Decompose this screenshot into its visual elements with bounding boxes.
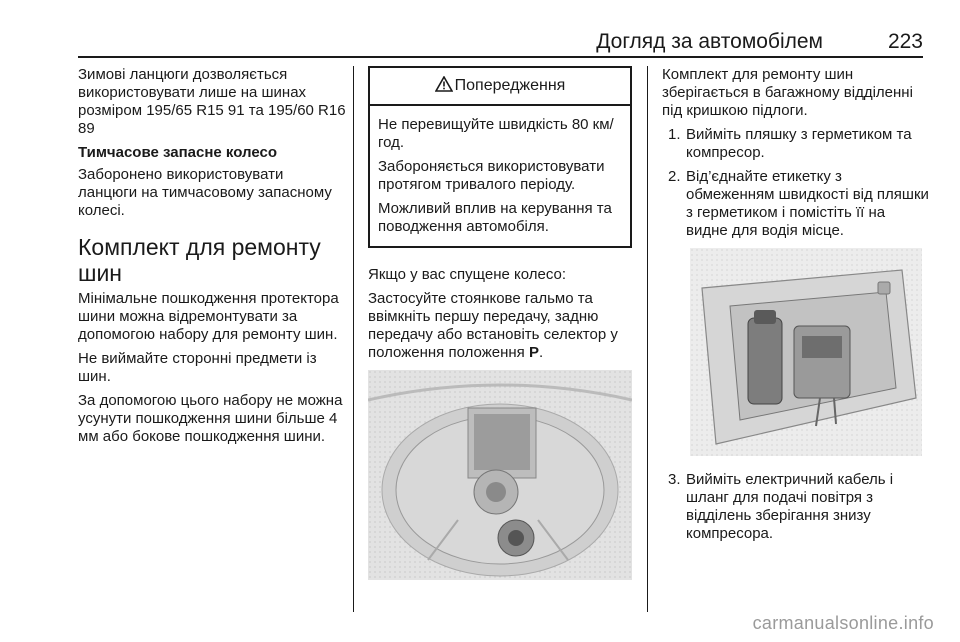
paragraph: Якщо у вас спущене колесо:: [368, 266, 567, 283]
steps-list-b: [662, 471, 930, 543]
section-heading: Комплект для ремонту шин: [78, 234, 321, 286]
paragraph: Зимові ланцюги дозволяється використовувати лише на шинах розміром 195/65 R15 91 та 195/60 R16 89: [78, 66, 346, 137]
paragraph: [368, 290, 632, 362]
warning-body: [370, 106, 630, 246]
figure-trunk-floor: [368, 370, 632, 585]
list-item: [662, 126, 930, 162]
column-divider-2: [647, 66, 648, 612]
page-number: 223: [887, 30, 923, 53]
warning-header: [370, 68, 630, 106]
column-divider-1: [353, 66, 354, 612]
list-item: [662, 471, 930, 543]
list-item: [662, 168, 930, 240]
page-header: [78, 26, 923, 56]
paragraph: Комплект для ремонту шин зберігається в багажному відділенні під кришкою підлоги.: [662, 66, 913, 119]
page-title: Догляд за автомобілем: [596, 30, 823, 53]
subheading-spare-wheel: Тимчасове запасне колесо: [78, 144, 277, 161]
paragraph: Заборонено використовувати ланцюги на тимчасовому запасному колесі.: [78, 166, 332, 219]
repair-kit-illustration: [690, 248, 922, 456]
step-number: 3.: [668, 471, 681, 488]
warning-text: Можливий вплив на керування та поводження автомобіля.: [378, 200, 612, 235]
paragraph: Не виймайте сторонні предмети із шин.: [78, 350, 317, 385]
column-2: [368, 66, 632, 595]
step-number: 1.: [668, 126, 681, 143]
selector-position: P: [528, 344, 539, 361]
column-1: [78, 66, 346, 452]
warning-text: Не перевищуйте швидкість 80 км/год.: [378, 116, 614, 151]
trunk-floor-illustration: [368, 370, 632, 580]
paragraph-end: .: [538, 344, 544, 361]
step-text: Від’єднайте етикетку з обмеженням швидкості від пляшки з герметиком і помістіть її на видне для водія місце.: [686, 168, 929, 239]
paragraph: За допомогою цього набору не можна усунути пошкодження шини більше 4 мм або бокове пошкодження шини.: [78, 392, 343, 445]
steps-list-a: [662, 126, 930, 240]
warning-box: [368, 66, 632, 248]
step-text: Вийміть електричний кабель і шланг для подачі повітря з відділень зберігання знизу компресора.: [686, 471, 894, 542]
watermark-text: carmanualsonline.info: [752, 613, 934, 633]
step-text: Вийміть пляшку з герметиком та компресор.: [686, 126, 912, 161]
column-3: [662, 66, 930, 549]
paragraph-text: Застосуйте стоянкове гальмо та ввімкніть першу передачу, задню передачу або встановіть селектор у положення положення: [368, 290, 618, 361]
warning-text: Забороняється використовувати протягом тривалого періоду.: [378, 158, 605, 193]
header-rule: [78, 56, 923, 58]
paragraph: Мінімальне пошкодження протектора шини можна відремонтувати за допомогою набору для ремонту шин.: [78, 290, 339, 343]
warning-triangle-icon: [435, 76, 453, 97]
warning-title: Попередження: [454, 77, 566, 94]
figure-repair-kit: [690, 248, 930, 461]
step-number: 2.: [668, 168, 681, 185]
